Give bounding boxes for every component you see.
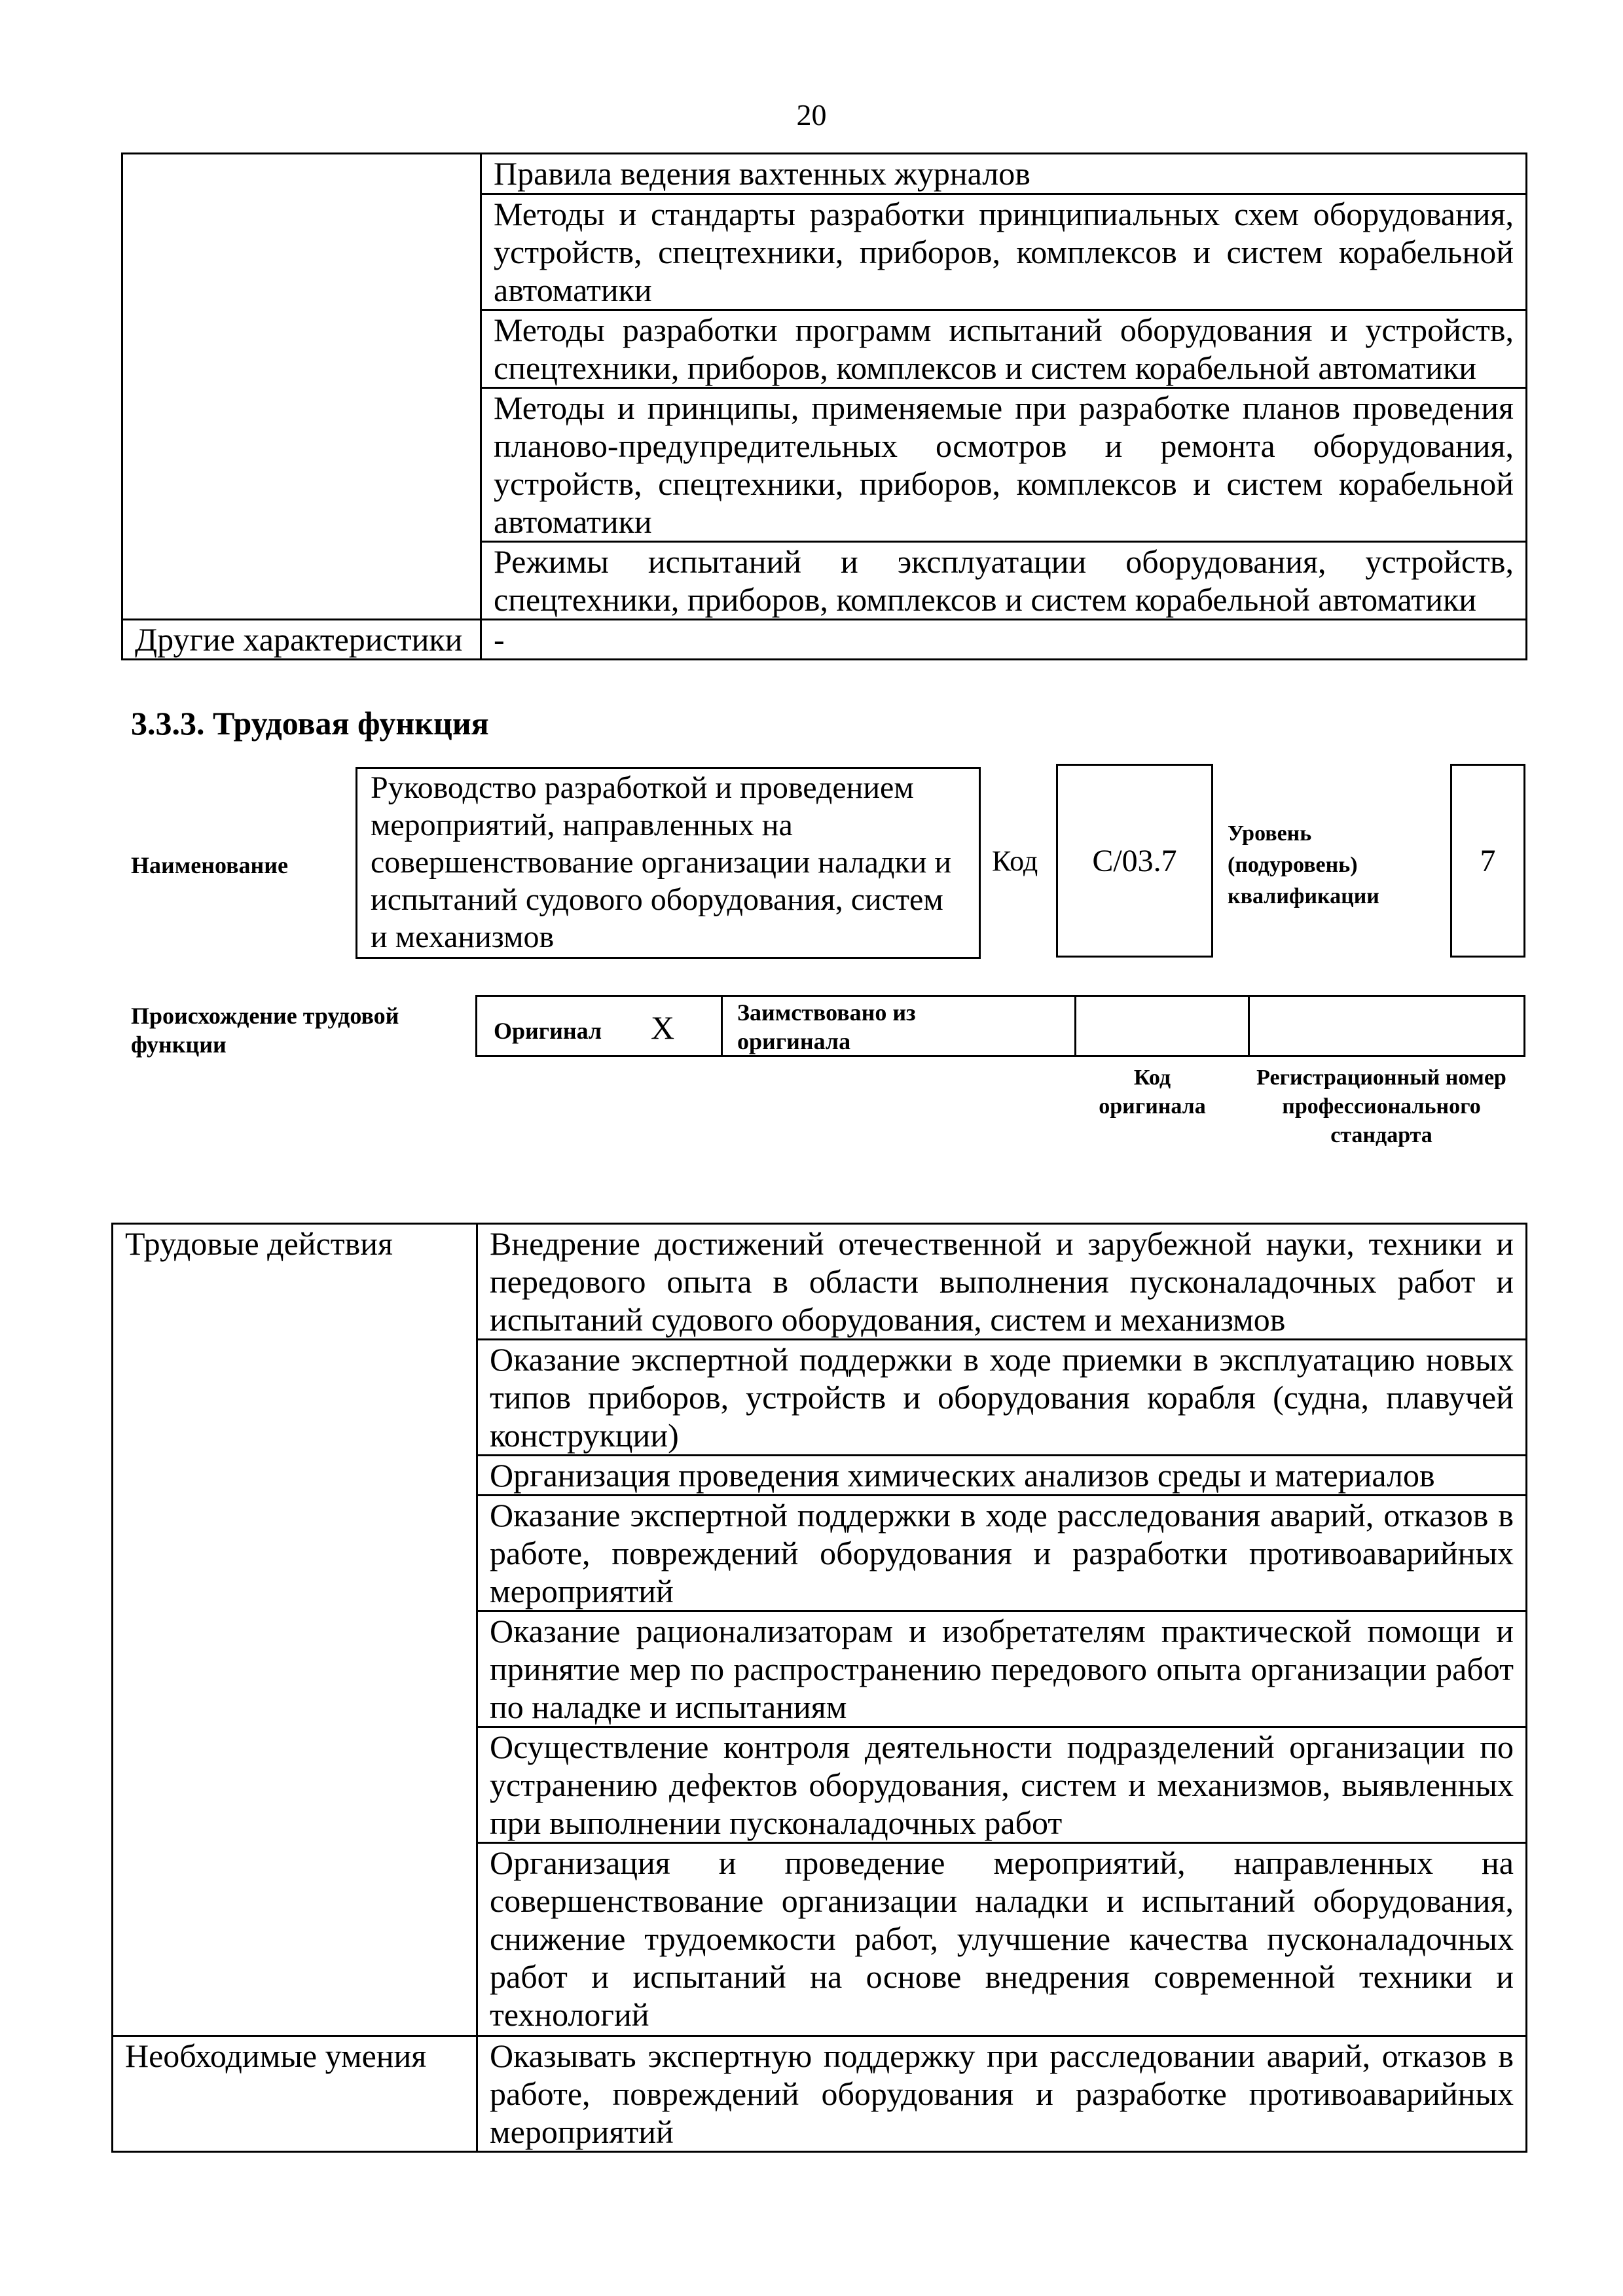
knowledge-table [121, 152, 1527, 660]
qualification-level-box: 7 [1450, 764, 1525, 958]
origin-label: Происхождение трудовой функции [131, 1003, 399, 1058]
knowledge-item: Методы разработки программ испытаний оборудования и устройств, спецтехники, приборов, комплексов и систем корабельной автоматики [481, 310, 1527, 388]
section-title: 3.3.3. Трудовая функция [131, 705, 489, 742]
table-row [113, 2036, 1527, 2152]
borrowed-cell [723, 997, 1076, 1055]
labor-action: Осуществление контроля деятельности подразделений организации по устранению дефектов оборудования, систем и механизмов, выявленных при выполнении пусконаладочных работ [477, 1727, 1527, 1843]
registration-number-caption: Регистрационный номер профессионального стандарта [1256, 1066, 1506, 1147]
labor-action: Оказание рационализаторам и изобретателям практической помощи и принятие мер по распространению передового опыта организации работ по наладке и испытаниям [477, 1611, 1527, 1727]
labor-action: Оказание экспертной поддержки в ходе приемки в эксплуатацию новых типов приборов, устройств и оборудования корабля (судна, плавучей конструкции) [477, 1340, 1527, 1456]
labor-action: Оказание экспертной поддержки в ходе расследования аварий, отказов в работе, повреждений оборудования и разработки противоаварийных мероприятий [477, 1496, 1527, 1611]
other-characteristics-label: Другие характеристики [122, 620, 481, 660]
origin-row [475, 995, 1525, 1057]
skills-label: Необходимые умения [113, 2036, 477, 2152]
labor-action: Внедрение достижений отечественной и зарубежной науки, техники и передового опыта в области выполнения пусконаладочных работ и испытаний судового оборудования, систем и механизмов [477, 1224, 1527, 1340]
name-label: Наименование [131, 852, 288, 878]
page-number: 20 [796, 98, 827, 132]
original-label: Оригинал [494, 1018, 602, 1044]
table-row [122, 620, 1527, 660]
function-code-box: С/03.7 [1056, 764, 1213, 958]
original-cell [477, 997, 723, 1055]
actions-label: Трудовые действия [113, 1224, 477, 2036]
skill-item: Оказывать экспертную поддержку при расследовании аварий, отказов в работе, повреждений оборудования и разработке противоаварийных мероприятий [477, 2036, 1527, 2152]
table-row [113, 1224, 1527, 1340]
function-name-box: Руководство разработкой и проведением мероприятий, направленных на совершенствование организации наладки и испытаний судового оборудования, систем и механизмов [356, 767, 981, 959]
labor-action: Организация проведения химических анализов среды и материалов [477, 1456, 1527, 1496]
qualification-level-label: Уровень (подуровень) квалификации [1228, 821, 1379, 908]
table-row [122, 154, 1527, 194]
knowledge-item: Методы и принципы, применяемые при разработке планов проведения планово-предупредительных осмотров и ремонта оборудования, устройств, спецтехники, приборов, комплексов и систем корабельной автоматики [481, 388, 1527, 542]
original-mark: X [651, 1009, 675, 1046]
code-original-caption: Код оригинала [1099, 1066, 1206, 1119]
code-label: Код [992, 845, 1038, 877]
labor-action: Организация и проведение мероприятий, направленных на совершенствование организации наладки и испытаний оборудования, снижение трудоемкости работ, улучшение качества пусконаладочных работ и испытаний на основе внедрения современной техники и технологий [477, 1843, 1527, 2036]
knowledge-label-cell [122, 154, 481, 620]
borrowed-label: Заимствовано из оригинала [737, 999, 916, 1054]
code-original-cell [1076, 997, 1250, 1055]
knowledge-item: Режимы испытаний и эксплуатации оборудования, устройств, спецтехники, приборов, комплексов и систем корабельной автоматики [481, 542, 1527, 620]
other-characteristics-value: - [481, 620, 1527, 660]
registration-number-cell [1250, 997, 1525, 1055]
labor-actions-table [111, 1223, 1527, 2153]
knowledge-item: Методы и стандарты разработки принципиальных схем оборудования, устройств, спецтехники, приборов, комплексов и систем корабельной автоматики [481, 194, 1527, 310]
knowledge-item: Правила ведения вахтенных журналов [481, 154, 1527, 194]
